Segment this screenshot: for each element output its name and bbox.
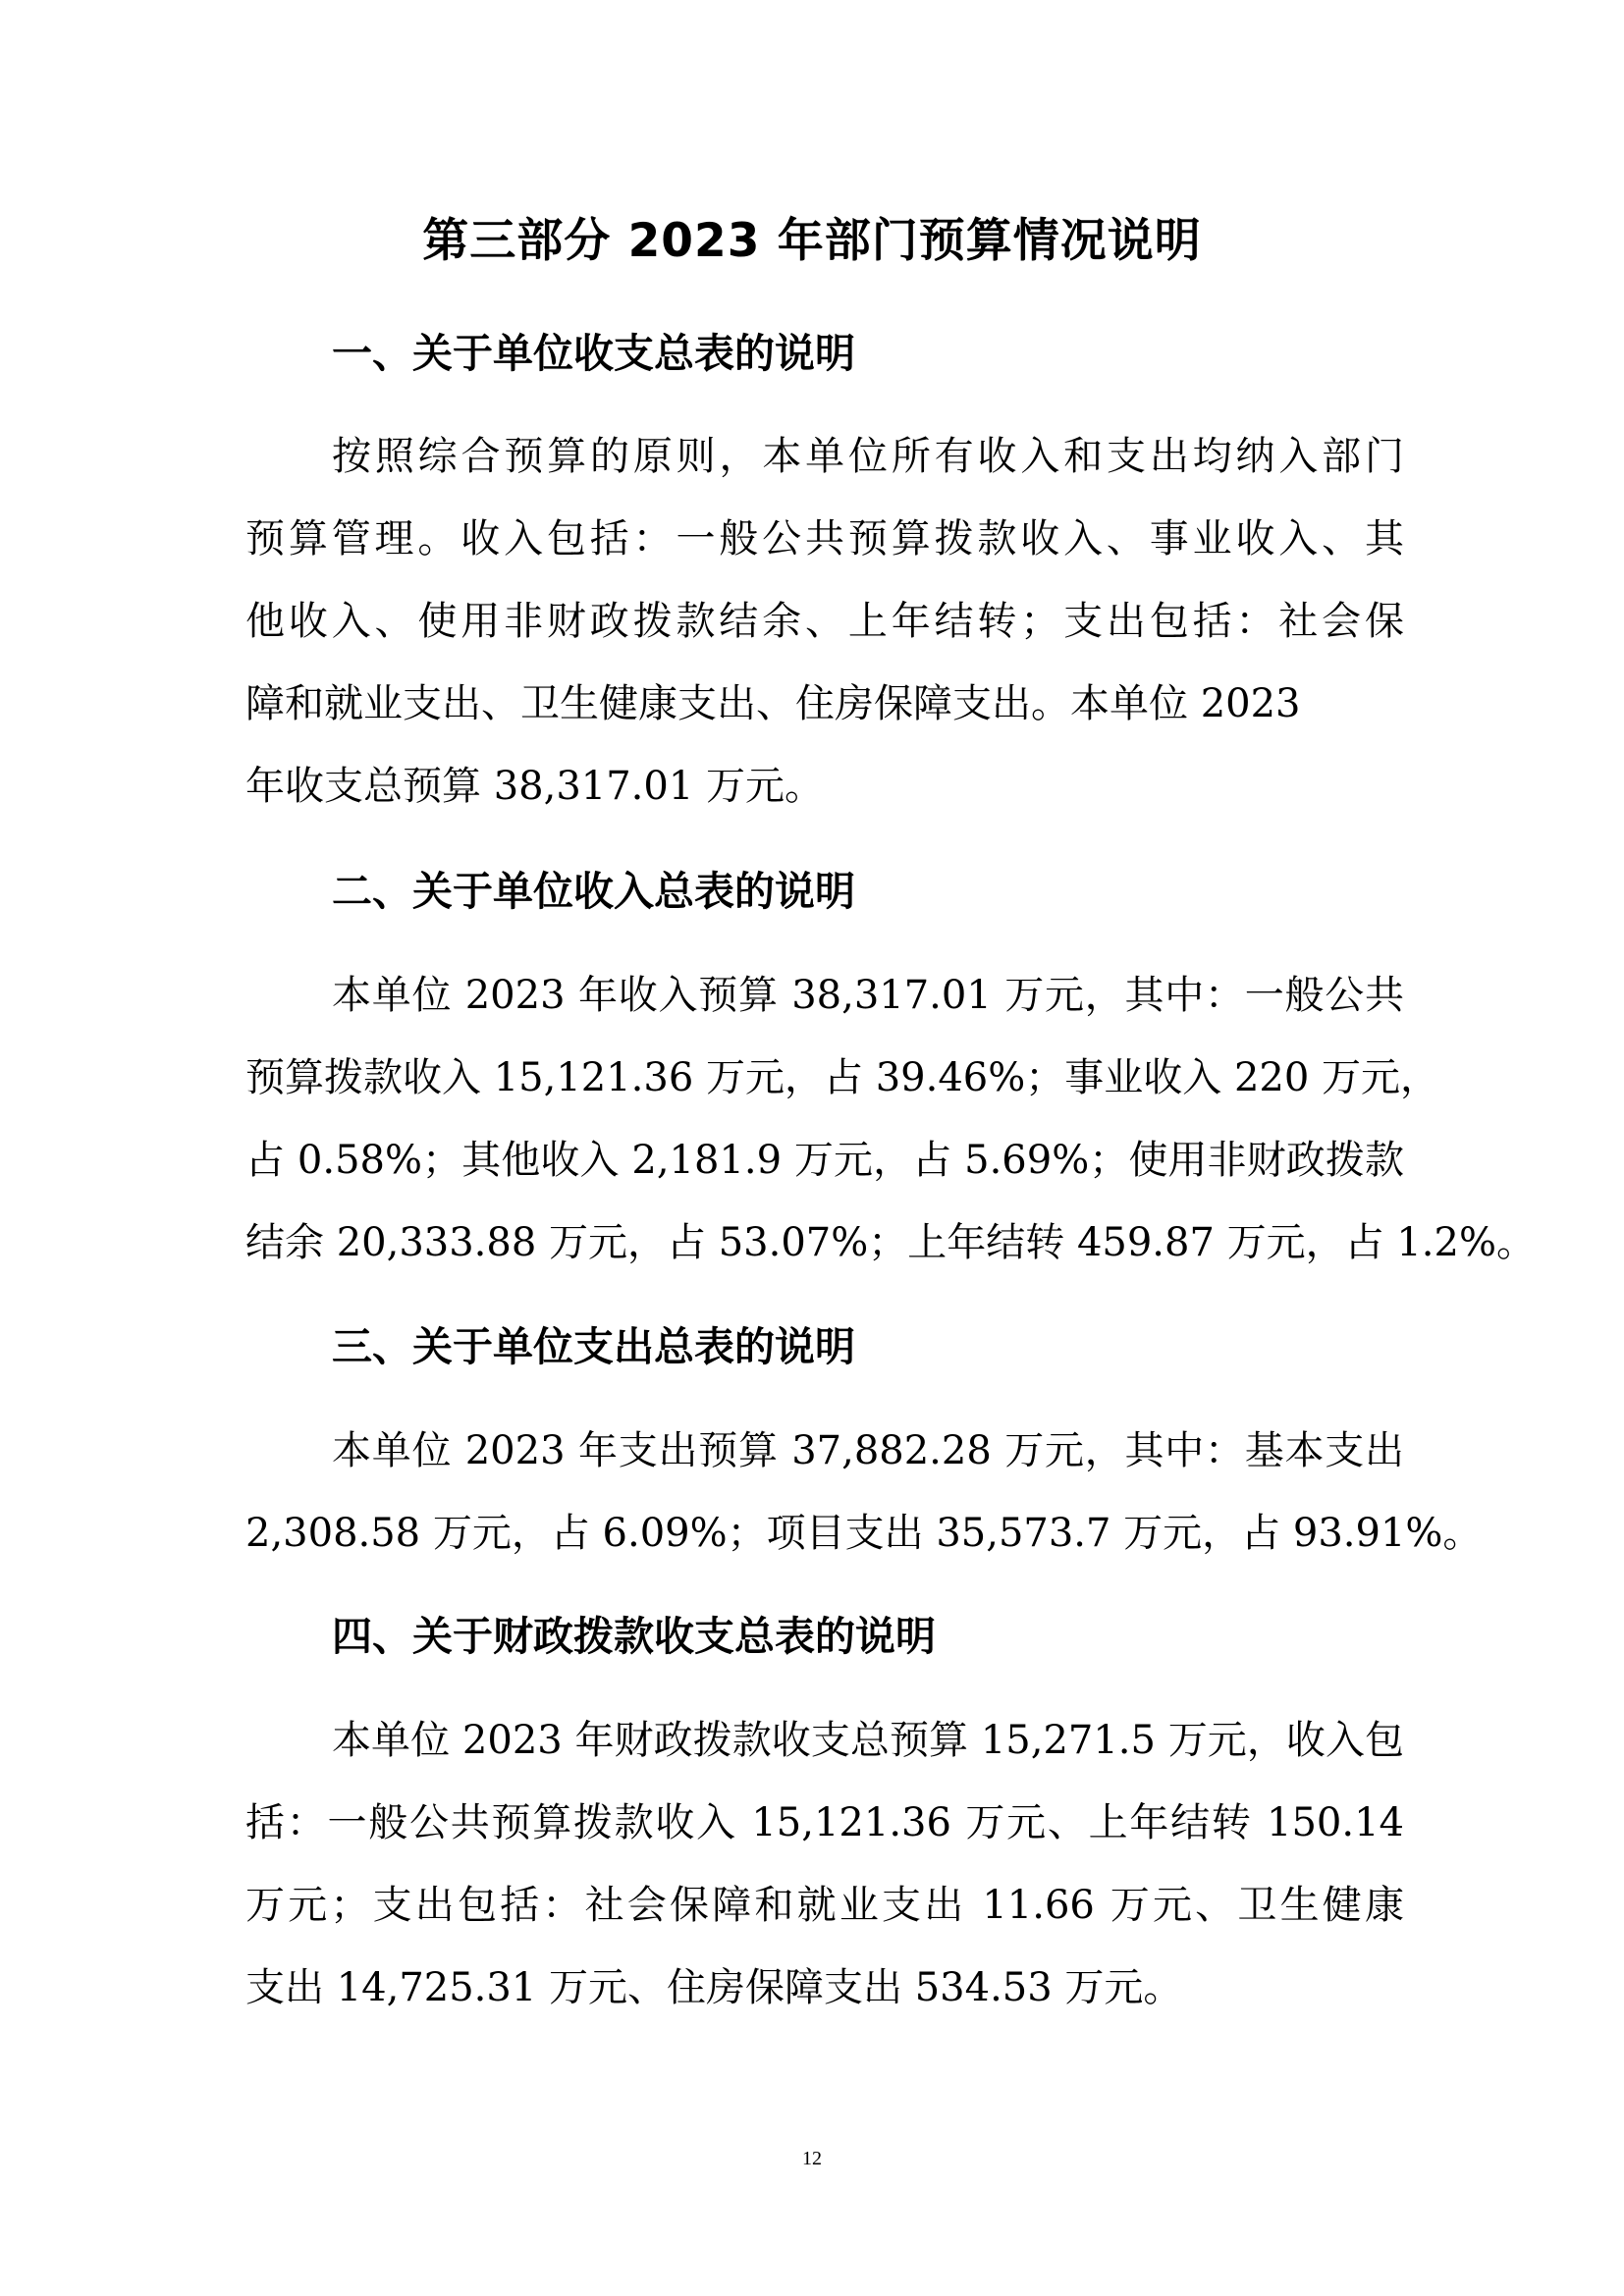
section-heading-1: 一、关于单位收支总表的说明 — [332, 330, 855, 377]
paragraph-line: 按照综合预算的原则，本单位所有收入和支出均纳入部门 — [332, 434, 1404, 479]
paragraph-line: 障和就业支出、卫生健康支出、住房保障支出。本单位 2023 — [245, 681, 1301, 726]
section-heading-4: 四、关于财政拨款收支总表的说明 — [332, 1613, 936, 1660]
paragraph-line: 万元；支出包括：社会保障和就业支出 11.66 万元、卫生健康 — [245, 1883, 1404, 1928]
section-heading-3: 三、关于单位支出总表的说明 — [332, 1323, 855, 1370]
paragraph-line: 预算管理。收入包括：一般公共预算拨款收入、事业收入、其 — [245, 516, 1404, 561]
paragraph-line: 本单位 2023 年支出预算 37,882.28 万元，其中：基本支出 — [332, 1428, 1404, 1473]
paragraph-line: 支出 14,725.31 万元、住房保障支出 534.53 万元。 — [245, 1965, 1183, 2010]
paragraph-line: 2,308.58 万元，占 6.09%；项目支出 35,573.7 万元，占 93.91%。 — [245, 1511, 1483, 1556]
section-heading-2: 二、关于单位收入总表的说明 — [332, 868, 855, 915]
section-2-paragraph — [245, 954, 1536, 1284]
paragraph-line: 他收入、使用非财政拨款结余、上年结转；支出包括：社会保 — [245, 599, 1404, 644]
page-title: 第三部分 2023 年部门预算情况说明 — [422, 214, 1202, 268]
paragraph-line: 括：一般公共预算拨款收入 15,121.36 万元、上年结转 150.14 — [245, 1800, 1404, 1845]
paragraph-line: 本单位 2023 年收入预算 38,317.01 万元，其中：一般公共 — [332, 973, 1404, 1018]
paragraph-line: 占 0.58%；其他收入 2,181.9 万元，占 5.69%；使用非财政拨款 — [245, 1138, 1404, 1183]
section-4-paragraph — [245, 1699, 1404, 2029]
paragraph-line: 结余 20,333.88 万元，占 53.07%；上年结转 459.87 万元，占 1.2%。 — [245, 1220, 1536, 1265]
paragraph-line: 预算拨款收入 15,121.36 万元，占 39.46%；事业收入 220 万元， — [245, 1055, 1440, 1100]
section-1-paragraph — [245, 415, 1404, 828]
section-3-paragraph — [245, 1410, 1483, 1575]
page-number: 12 — [802, 2148, 822, 2169]
paragraph-line: 年收支总预算 38,317.01 万元。 — [245, 764, 825, 809]
paragraph-line: 本单位 2023 年财政拨款收支总预算 15,271.5 万元，收入包 — [332, 1718, 1404, 1763]
